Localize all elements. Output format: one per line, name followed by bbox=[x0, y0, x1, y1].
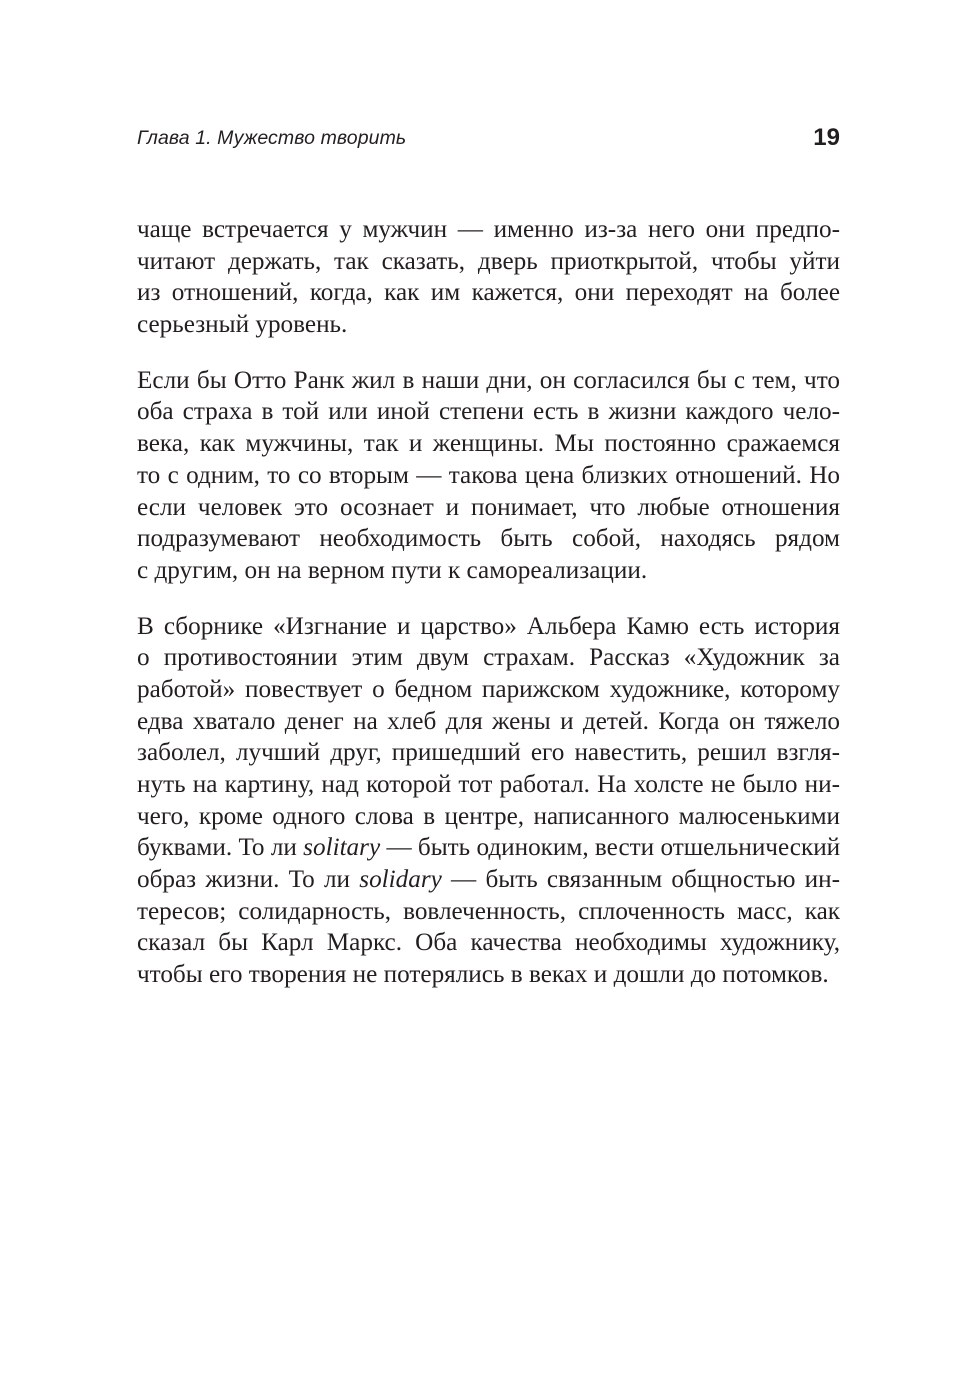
text-line: с другим, он на верном пути к самореализации. bbox=[137, 556, 648, 584]
text-line bbox=[137, 864, 840, 896]
text-line: из отношений, когда, как им кажется, они переходят на более bbox=[137, 279, 840, 307]
text-line: едва хватало денег на хлеб для жены и детей. Когда он тяжело bbox=[137, 707, 840, 735]
text-line: работой» повествует о бедном парижском художнике, которому bbox=[137, 675, 840, 703]
text-line: сказал бы Карл Маркс. Оба качества необходимы художнику, bbox=[137, 929, 840, 957]
text-line: тересов; солидарность, вовлеченность, сплоченность масс, как bbox=[137, 897, 840, 925]
paragraph-2 bbox=[137, 365, 840, 587]
text-line bbox=[137, 832, 840, 864]
text-line: читают держать, так сказать, дверь приоткрытой, чтобы уйти bbox=[137, 247, 840, 275]
paragraph-3 bbox=[137, 611, 840, 991]
body-text bbox=[137, 214, 840, 1015]
emphasized-term: solidary bbox=[359, 866, 442, 894]
running-header bbox=[137, 124, 840, 158]
text-line: чаще встречается у мужчин — именно из-за него они предпо- bbox=[137, 216, 840, 243]
text-line: чтобы его творения не потерялись в веках и дошли до потомков. bbox=[137, 961, 829, 989]
text-segment: — быть связанным общностью ин- bbox=[441, 866, 840, 894]
text-line: то с одним, то со вторым — такова цена близких отношений. Но bbox=[137, 461, 840, 489]
text-line: оба страха в той или иной степени есть в жизни каждого чело- bbox=[137, 398, 840, 426]
text-line: века, как мужчины, так и женщины. Мы постоянно сражаемся bbox=[137, 430, 840, 458]
text-line: подразумевают необходимость быть собой, находясь рядом bbox=[137, 525, 840, 553]
text-segment: буквами. То ли bbox=[137, 834, 304, 862]
text-segment: образ жизни. То ли bbox=[137, 866, 360, 894]
paragraph-1 bbox=[137, 214, 840, 341]
chapter-title: Глава 1. Мужество творить bbox=[137, 127, 407, 149]
text-segment: — быть одиноким, вести отшельнический bbox=[380, 834, 841, 862]
text-line: чего, кроме одного слова в центре, написанного малюсенькими bbox=[137, 802, 840, 830]
text-line: В сборнике «Изгнание и царство» Альбера Камю есть история bbox=[137, 612, 840, 640]
text-line: если человек это осознает и понимает, что любые отношения bbox=[137, 493, 840, 521]
emphasized-term: solitary bbox=[303, 834, 381, 862]
text-line: о противостоянии этим двум страхам. Рассказ «Художник за bbox=[137, 644, 840, 672]
text-line: нуть на картину, над которой тот работал. На холсте не было ни- bbox=[137, 771, 840, 798]
text-line: серьезный уровень. bbox=[137, 311, 348, 339]
page-number: 19 bbox=[813, 124, 840, 151]
text-line: заболел, лучший друг, пришедший его навестить, решил взгля- bbox=[137, 739, 840, 767]
text-line: Если бы Отто Ранк жил в наши дни, он согласился бы с тем, что bbox=[137, 366, 840, 394]
